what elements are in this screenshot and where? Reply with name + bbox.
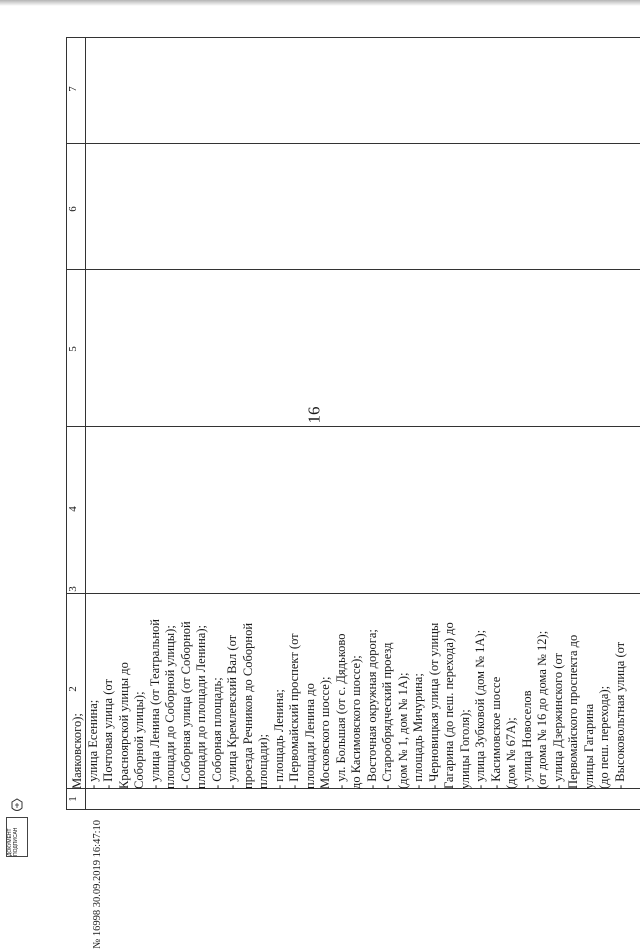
cell-line: (до пеш. перехода); (597, 685, 611, 789)
page-number: 16 (304, 406, 324, 424)
column-number-5: 5 (66, 346, 79, 352)
cell-line: площади до площади Ленина); (194, 625, 208, 789)
cell-line: площади до Соборной улицы); (163, 625, 177, 789)
cell-line: - Высоковольтная улица (от (612, 641, 627, 789)
column-number-7: 7 (66, 86, 79, 92)
scan-edge (0, 0, 640, 6)
cell-line: площади); (256, 733, 270, 789)
column-number-3: 3 (66, 586, 79, 592)
col-divider-4-5 (67, 269, 640, 270)
cell-line: - улица Кремлевский Вал (от (225, 634, 239, 789)
cell-line: - площадь Ленина; (271, 689, 286, 789)
cell-line: Соборной улицы); (132, 691, 146, 789)
coat-of-arms-icon (10, 798, 24, 814)
cell-column-4 (70, 425, 627, 789)
cell-line: - площадь Мичурина; (411, 673, 425, 789)
cell-line: - Соборная улица (от Соборной (178, 621, 193, 789)
cell-line: - Первомайский проспект (от (287, 633, 301, 789)
cell-line: - улица Зубковой (дом № 1А); (473, 629, 487, 789)
cell-line: проезда Речников до Соборной (240, 622, 255, 789)
cell-line: - Восточная окружная дорога; (364, 629, 379, 789)
registration-number: № 16998 30.09.2019 16:47:10 (92, 820, 103, 949)
cell-line: Московского шоссе); (318, 676, 332, 789)
stamp-label: ДОКУМЕНТ ПОДПИСАН (7, 827, 19, 856)
column-number-6: 6 (66, 206, 79, 212)
column-number-1: 1 (66, 796, 79, 802)
cell-line: - ул. Большая (от с. Дядьково (333, 633, 348, 789)
cell-line: улицы Гагарина (581, 703, 596, 789)
cell-line: (от дома № 16 до дома № 12); (535, 630, 549, 789)
e-signature-stamp (6, 817, 28, 857)
cell-line: - Касимовское шоссе (488, 676, 503, 789)
column-number-2: 2 (66, 686, 79, 692)
cell-line: - Соборная площадь; (209, 677, 224, 789)
cell-line: Маяковского); (70, 713, 84, 789)
cell-line: - Черновицкая улица (от улицы (426, 622, 441, 789)
cell-line: - улица Есенина; (85, 699, 100, 789)
cell-line: - улица Ленина (от Театральной (147, 619, 162, 789)
cell-line: Первомайского проспекта до (566, 634, 580, 789)
cell-line: (дом № 1, дом № 1А); (395, 672, 410, 789)
cell-line: улицы Гоголя); (457, 709, 472, 789)
cell-line: - Старообрядческий проезд (380, 642, 394, 789)
cell-line: до Касимовского шоссе); (349, 655, 363, 789)
cell-column-4-text (70, 425, 627, 789)
cell-line: площади Ленина до (302, 683, 317, 789)
cell-line: - улица Дзержинского (от (550, 652, 565, 789)
cell-line: - Почтовая улица (от (101, 679, 115, 789)
cell-line: (дом № 67А); (504, 717, 518, 789)
cell-line: Гагарина (до пеш. перехода) до (442, 622, 456, 789)
cell-line: Красноярской улицы до (116, 662, 131, 789)
col-divider-5-6 (67, 143, 640, 144)
column-number-4: 4 (66, 506, 79, 512)
cell-line: - улица Новоселов (519, 690, 534, 789)
